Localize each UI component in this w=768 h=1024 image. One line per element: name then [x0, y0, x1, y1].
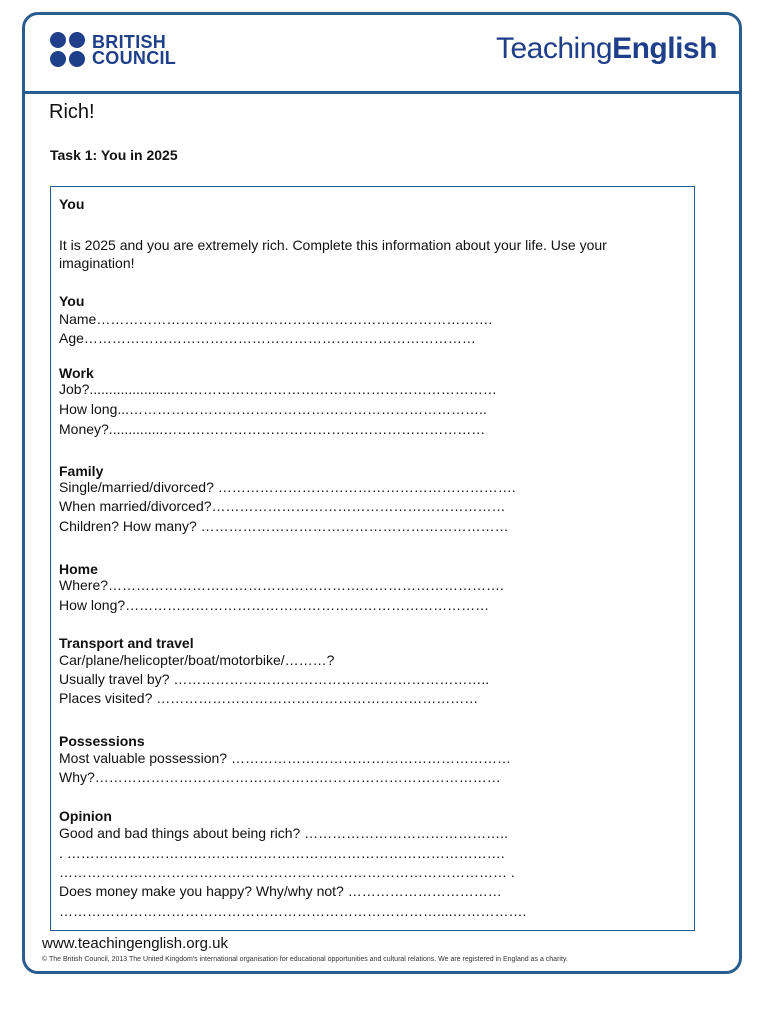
task-heading: Task 1: You in 2025 — [50, 147, 178, 163]
worksheet-title: Rich! — [49, 101, 95, 123]
logo-dots-icon — [50, 32, 85, 67]
footer-copyright: © The British Council, 2013 The United Kingdom's international organisation for educational opportunities and cultural relations. We are registered in England as a charity. — [42, 956, 568, 963]
field-line: Does money make you happy? Why/why not? …………………………… — [59, 883, 502, 899]
section-heading-opinion: Opinion — [59, 808, 112, 824]
field-line: When married/divorced?……………………………………………………… — [59, 498, 506, 514]
field-line: Job?......................…………………………………………………………… — [59, 381, 497, 397]
section-heading-possessions: Possessions — [59, 733, 145, 749]
box-heading: You — [59, 196, 85, 212]
section-heading-you: You — [59, 293, 85, 309]
field-line: . …………………………………………………………………………………. — [59, 845, 505, 861]
field-line: …………………………………………………………………………………… . — [59, 864, 515, 880]
section-heading-work: Work — [59, 365, 94, 381]
field-line: Money?..............…………………………………………………………… — [59, 421, 486, 437]
field-line: Single/married/divorced? ………………………………………………………. — [59, 479, 516, 495]
field-line: ………………………………………………………………………....……………. — [59, 903, 527, 919]
footer-url[interactable]: www.teachingenglish.org.uk — [42, 935, 228, 952]
field-line: Car/plane/helicopter/boat/motorbike/………? — [59, 652, 335, 668]
brand-part-1: Teaching — [496, 32, 613, 65]
field-line: Good and bad things about being rich? …………………………………….. — [59, 825, 508, 841]
field-line: Most valuable possession? …………………………………………………… — [59, 750, 511, 766]
field-line: Name…………………………………………………………………………. — [59, 311, 493, 327]
intro-paragraph: It is 2025 and you are extremely rich. Complete this information about your life. Use your imagination! — [59, 237, 607, 271]
teaching-english-logo — [496, 32, 717, 66]
field-line: Places visited? …………………………………………………………… — [59, 690, 479, 706]
field-line: Why?…………………………………………………………………………… — [59, 769, 501, 785]
field-line: Children? How many? ………………………………………………………… — [59, 518, 509, 534]
section-heading-transport: Transport and travel — [59, 635, 194, 651]
header-divider — [22, 91, 742, 94]
brand-part-2: English — [612, 32, 717, 65]
field-line: How long...………………………………………………………………….. — [59, 401, 487, 417]
british-council-logo — [50, 32, 176, 67]
field-line: Age………………………………………………………………………… — [59, 330, 476, 346]
field-line: Usually travel by? ………………………………………………………….. — [59, 671, 490, 687]
section-heading-home: Home — [59, 561, 98, 577]
field-line: How long?…………………………………………………………………… — [59, 597, 490, 613]
logo-line-1: BRITISH — [92, 31, 167, 52]
logo-line-2: COUNCIL — [92, 47, 177, 68]
section-heading-family: Family — [59, 463, 104, 479]
field-line: Where?…………………………………………………………………………. — [59, 577, 504, 593]
task-box — [50, 186, 695, 931]
